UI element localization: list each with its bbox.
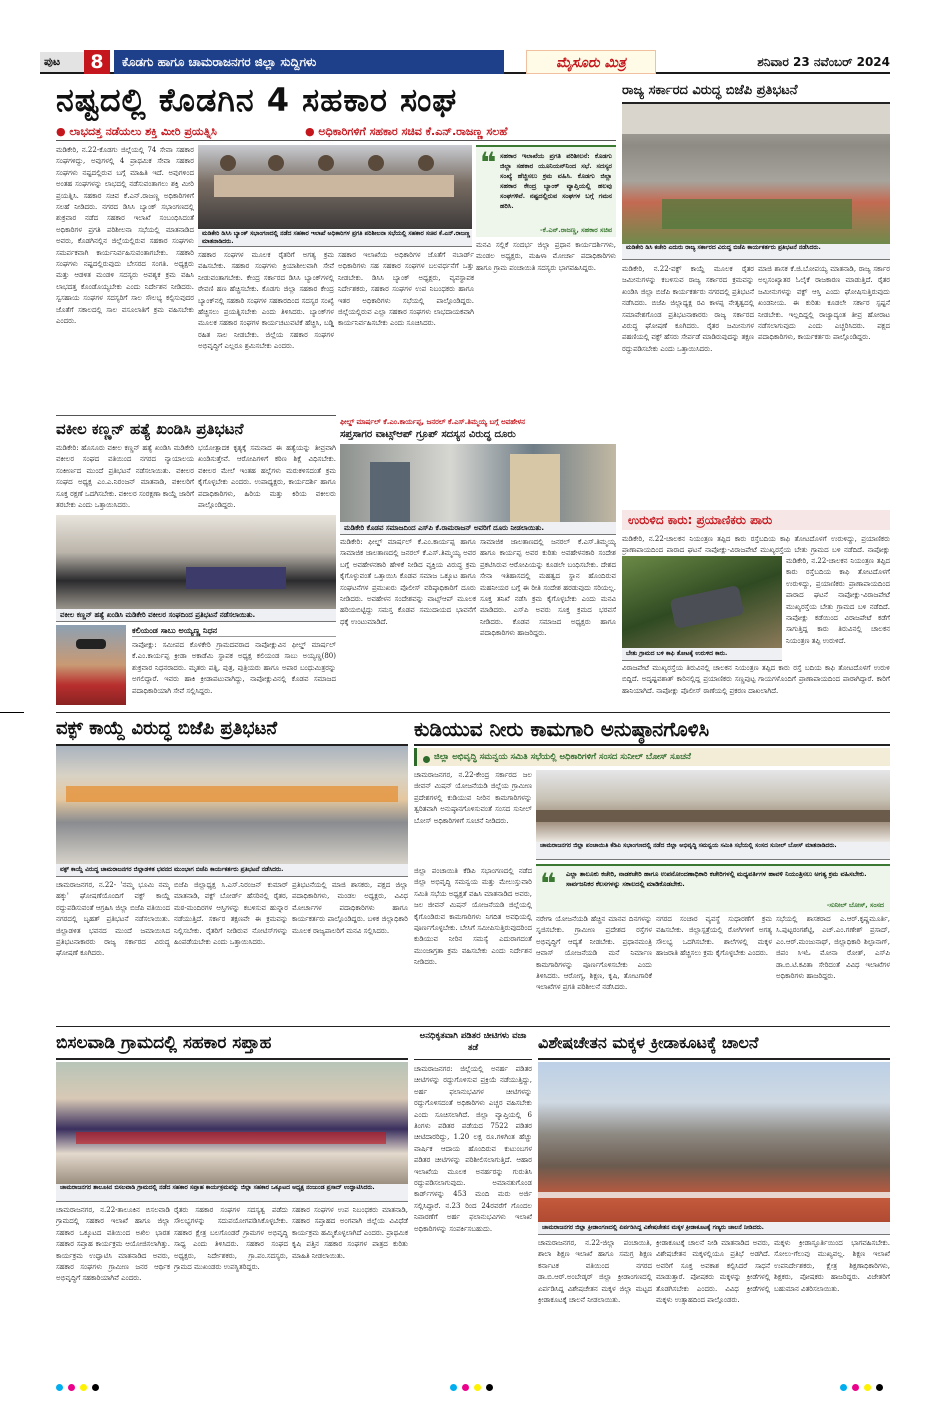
story7-subhead-text: ಜಿಲ್ಲಾ ಅಭಿವೃದ್ಧಿ ಸಮನ್ವಯ ಸಮಿತಿ ಸಭೆಯಲ್ಲಿ ಅಧಿಕಾರಿಗಳಿಗೆ ಸಂಸದ ಸುನೀಲ್ ಬೋಸ್ ಸೂಚನೆ <box>434 752 691 762</box>
story10-body-a: ಚಾಮರಾಜನಗರ, ನ.22-ಜಿಲ್ಲಾ ಪಂಚಾಯಿತಿ, ಶಾಲಾ ಶಿಕ್ಷಣ ಇಲಾಖೆ ಹಾಗೂ ಸಮಗ್ರ ಶಿಕ್ಷಣ ಕರ್ನಾಟಕ ವತಿಯಿಂದ ನಗರದ ಡಾ.ಬಿ.ಆರ್.ಅಂಬೇಡ್ಕರ್ ಜಿಲ್ಲಾ ಕ್ರೀಡಾಂಗಣದಲ್ಲಿ ಏರ್ಪಡಿಸಿದ್ದ ವಿಶೇಷಚೇತನ ಮಕ್ಕಳ ಜಿಲ್ಲಾ ಮಟ್ಟದ ಕ್ರೀಡಾಕೂಟಕ್ಕೆ ಚಾಲನೆ ನೀಡಲಾಯಿತು. <box>538 1239 652 1305</box>
divider <box>56 415 336 416</box>
registration-marks-center <box>450 1376 493 1395</box>
story5-photo <box>622 556 782 648</box>
story4-subhead: ಸಪ್ತಸಾಗರ ವಾಟ್ಸ್‌ಆಪ್ ಗ್ರೂಪ್ ಸದಸ್ಯನ ವಿರುದ್ಧ ದೂರು <box>340 429 516 440</box>
story2-photo <box>622 104 890 244</box>
bullet-icon <box>423 756 430 763</box>
story1-body-b: ಸಹಕಾರ ಸಂಘಗಳ ಮೂಲಕ ರೈತರಿಗೆ ಅಗತ್ಯ ಕ್ರಮ ವಹಿಸಬೇಕು. ಸಹಕಾರ ಸಂಘಗಳು ಕ್ರಿಯಾಶೀಲವಾಗಿ ಸೇವೆ ನೀಡುವಂತಾಗಬೇಕು. ಕೇಂದ್ರ ಸರ್ಕಾರದ ಡಿಸಿಸಿ ಬ್ಯಾಂಕ್‌ಗಳಲ್ಲಿ ಠೇವಣಿ ಹಣ ಹೆಚ್ಚಿಸಬೇಕು. ಕೊಡಗು ಜಿಲ್ಲಾ ಸಹಕಾರ ಕೇಂದ್ರ ಬ್ಯಾಂಕ್‌ನಲ್ಲಿ ಸಹಕಾರಿ ಸಂಘಗಳ ಸಹಕಾರದಿಂದ ಸದಸ್ಯರ ಸಂಖ್ಯೆ ಹೆಚ್ಚಿಸಲು ಪ್ರಯತ್ನಿಸಬೇಕು ಎಂದು ತಿಳಿಸಿದರು. ಬ್ಯಾಂಕ್‌ಗಳ ಮೂಲಕ ಸಹಕಾರ ಸಂಘಗಳ ಕಾರ್ಯಚಟುವಟಿಕೆ ಹೆಚ್ಚಿಸಿ, ಬಡ್ಡಿ ರಹಿತ ಸಾಲ ನೀಡಬೇಕು. ಜಿಲ್ಲೆಯ ಸಹಕಾರ ಸಂಘಗಳ ಅಭಿವೃದ್ಧಿಗೆ ಎಲ್ಲರೂ ಶ್ರಮಿಸಬೇಕು ಎಂದರು. <box>198 251 334 351</box>
story1-photo-caption: ಮಡಿಕೇರಿ ಡಿಸಿಸಿ ಬ್ಯಾಂಕ್ ಸಭಾಂಗಣದಲ್ಲಿ ನಡೆದ ಸಹಕಾರ ಇಲಾಖೆ ಅಧಿಕಾರಿಗಳ ಪ್ರಗತಿ ಪರಿಶೀಲನಾ ಸಭೆಯಲ್ಲಿ ಸಹಕಾರ ಸಚಿವ ಕೆ.ಎನ್.ರಾಜಣ್ಣ ಮಾತನಾಡಿದರು. <box>198 230 472 247</box>
story6-headline: ವಕ್ಫ್ ಕಾಯ್ದೆ ವಿರುದ್ಧ ಬಿಜೆಪಿ ಪ್ರತಿಭಟನೆ <box>56 714 408 746</box>
masthead <box>40 50 890 74</box>
story6-body-a: ಚಾಮರಾಜನಗರ, ನ.22- 'ನಮ್ಮ ಭೂಮಿ ನಮ್ಮ ಹಕ್ಕು' ಘೋಷಣೆಯೊಂದಿಗೆ ವಕ್ಫ್ ಕಾಯ್ದೆ ರದ್ದುಪಡಿಸುವಂತೆ ಆಗ್ರಹಿಸಿ ಜಿಲ್ಲಾ ಬಿಜೆಪಿ ವತಿಯಿಂದ ನಗರದಲ್ಲಿ ಬೃಹತ್ ಪ್ರತಿಭಟನೆ ನಡೆಸಲಾಯಿತು. ಜಿಲ್ಲಾಡಳಿತ ಭವನದ ಮುಂದೆ ಜಮಾಯಿಸಿದ ಪ್ರತಿಭಟನಾಕಾರರು ರಾಜ್ಯ ಸರ್ಕಾರದ ವಿರುದ್ಧ ಘೋಷಣೆ ಕೂಗಿದರು. <box>56 881 170 958</box>
story1-subhead-2: ● ಅಧಿಕಾರಿಗಳಿಗೆ ಸಹಕಾರ ಸಚಿವ ಕೆ.ಎನ್.ರಾಜಣ್ಣ ಸಲಹೆ <box>305 125 508 138</box>
story7-quote: ಎಲ್ಲಾ ತಾಲೂಕು ಕಚೇರಿ, ನಾಡಕಚೇರಿ ಹಾಗೂ ಉಪನೋಂದಣಾಧಿಕಾರಿ ಕಚೇರಿಗಳಲ್ಲಿ ಮಧ್ಯವರ್ತಿಗಳ ಹಾವಳಿ ನಿಯಂತ್ರಿಸಲು ಅಗತ್ಯ ಕ್ರಮ ವಹಿಸಬೇಕು. ಸಾರ್ವಜನಿಕರ ಕೆಲಸಗಳನ್ನು ಸಕಾಲದಲ್ಲಿ ಮಾಡಿಕೊಡಬೇಕು. <box>566 870 867 888</box>
story1-quote: ಸಹಕಾರ ಇಲಾಖೆಯ ಪ್ರಗತಿ ಪರಿಶೀಲನೆ: ಕೊಡಗು ಜಿಲ್ಲಾ ಸಹಕಾರ ಯೂನಿಯನ್‌ನಿಂದ ಸಭೆ. ಸದಸ್ಯರ ಸಂಖ್ಯೆ ಹೆಚ್ಚಿಸಲು ಕ್ರಮ ವಹಿಸಿ. ಕೊಡಗು ಜಿಲ್ಲಾ ಸಹಕಾರ ಕೇಂದ್ರ ಬ್ಯಾಂಕ್ ವ್ಯಾಪ್ತಿಯಲ್ಲಿ ಹಲವು ಸಂಘಗಳಿವೆ. ನಷ್ಟದಲ್ಲಿರುವ ಸಂಘಗಳ ಬಗ್ಗೆ ಗಮನ ಹರಿಸಿ. <box>500 152 612 210</box>
story5-body-b: ವಿರಾಜಪೇಟೆ ಮುಖ್ಯರಸ್ತೆಯ ತಿರುವಿನಲ್ಲಿ ಚಾಲಕನ ನಿಯಂತ್ರಣ ತಪ್ಪಿದ ಕಾರು ರಸ್ತೆ ಬದಿಯ ಕಾಫಿ ತೋಟದೊಳಗೆ ಉರುಳಿ ಬಿದ್ದಿದೆ. ಅದೃಷ್ಟವಶಾತ್ ಕಾರಿನಲ್ಲಿದ್ದ ಪ್ರಯಾಣಿಕರು ಸಣ್ಣಪುಟ್ಟ ಗಾಯಗಳೊಂದಿಗೆ ಪ್ರಾಣಾಪಾಯದಿಂದ ಪಾರಾಗಿದ್ದಾರೆ. ಕಾರಿಗೆ ಹಾನಿಯಾಗಿದೆ. ನಾಪೋಕ್ಲು ಪೊಲೀಸ್ ಠಾಣೆಯಲ್ಲಿ ಪ್ರಕರಣ ದಾಖಲಾಗಿದೆ. <box>622 664 890 695</box>
story2-body-a: ಮಡಿಕೇರಿ, ನ.22-ವಕ್ಫ್ ಕಾಯ್ದೆ ಮೂಲಕ ರೈತರ ಜಮೀನುಗಳನ್ನು ಕಬಳಿಸುವ ರಾಜ್ಯ ಸರ್ಕಾರದ ಕ್ರಮವನ್ನು ಖಂಡಿಸಿ ಜಿಲ್ಲಾ ಬಿಜೆಪಿ ಕಾರ್ಯಕರ್ತರು ನಗರದಲ್ಲಿ ಪ್ರತಿಭಟನೆ ನಡೆಸಿದರು. ಬಿಜೆಪಿ ಜಿಲ್ಲಾಧ್ಯಕ್ಷ ರವಿ ಕಾಳಪ್ಪ ನೇತೃತ್ವದಲ್ಲಿ ಸಮಾವೇಶಗೊಂಡ ಪ್ರತಿಭಟನಾಕಾರರು ರಾಜ್ಯ ಸರ್ಕಾರದ ವಿರುದ್ಧ ಘೋಷಣೆ ಕೂಗಿದರು. ರೈತರ ಜಮೀನುಗಳ ಪಹಣಿಯಲ್ಲಿ ವಕ್ಫ್ ಹೆಸರು ಸೇರ್ಪಡೆ ಮಾಡಿರುವುದನ್ನು ತಕ್ಷಣ ರದ್ದುಪಡಿಸಬೇಕು ಎಂದು ಒತ್ತಾಯಿಸಿದರು. <box>622 265 754 353</box>
story3-body-b: ಭಯೋತ್ಪಾದಕ ಕೃತ್ಯಕ್ಕೆ ಸಮನಾದ ಈ ಹತ್ಯೆಯನ್ನು ತೀವ್ರವಾಗಿ ಖಂಡಿಸುತ್ತೇವೆ. ಆರೋಪಿಗಳಿಗೆ ಕಠಿಣ ಶಿಕ್ಷೆ ವಿಧಿಸಬೇಕು. ವಕೀಲರ ಮೇಲೆ ಇಂತಹ ಹಲ್ಲೆಗಳು ಮರುಕಳಿಸದಂತೆ ಕ್ರಮ ಕೈಗೊಳ್ಳಬೇಕು ಎಂದರು. ಉಪಾಧ್ಯಕ್ಷರು, ಕಾರ್ಯದರ್ಶಿ ಹಾಗೂ ಪದಾಧಿಕಾರಿಗಳು, ಹಿರಿಯ ಮತ್ತು ಕಿರಿಯ ವಕೀಲರು ಪಾಲ್ಗೊಂಡಿದ್ದರು. <box>198 444 336 510</box>
story1-quote-by: -ಕೆ.ಎನ್.ರಾಜಣ್ಣ, ಸಹಕಾರ ಸಚಿವ <box>540 226 612 234</box>
story7-photo <box>536 770 890 842</box>
story7-body-a: ಚಾಮರಾಜನಗರ, ನ.22-ಕೇಂದ್ರ ಸರ್ಕಾರದ ಜಲ ಜೀವನ್ ಮಿಷನ್ ಯೋಜನೆಯಡಿ ಜಿಲ್ಲೆಯ ಗ್ರಾಮೀಣ ಪ್ರದೇಶಗಳಲ್ಲಿ ಕುಡಿಯುವ ನೀರಿನ ಕಾಮಗಾರಿಗಳನ್ನು ತ್ವರಿತವಾಗಿ ಅನುಷ್ಠಾನಗೊಳಿಸುವಂತೆ ಸಂಸದ ಸುನೀಲ್ ಬೋಸ್ ಅಧಿಕಾರಿಗಳಿಗೆ ಸೂಚನೆ ನೀಡಿದರು. <box>414 771 532 825</box>
page-number: 8 <box>84 50 110 74</box>
obituary-body: ನಾಪೋಕ್ಲು: ಸಮೀಪದ ಕೊಳಕೇರಿ ಗ್ರಾಮದವರಾದ ನಾಪೋಕ್ಲುವಿನ ಫೀಲ್ಡ್ ಮಾರ್ಷಲ್ ಕೆ.ಎಂ.ಕಾರ್ಯಪ್ಪ ಕ್ರೀಡಾ ಅಕಾಡೆಮಿ ಸ್ಥಾಪಕ ಅಧ್ಯಕ್ಷ ಕಲಿಯಂಡ ಸಾಬು ಅಯ್ಯಣ್ಣ(80) ಶುಕ್ರವಾರ ನಿಧನರಾದರು. ಮೃತರು ಪತ್ನಿ, ಪುತ್ರ, ಪುತ್ರಿಯರು ಹಾಗೂ ಅಪಾರ ಬಂಧುಮಿತ್ರರನ್ನು ಅಗಲಿದ್ದಾರೆ. ಇವರು ಹಾಕಿ ಕ್ರೀಡಾಪಟುವಾಗಿದ್ದು, ನಾಪೋಕ್ಲುವಿನಲ್ಲಿ ಕೊಡವ ಸಮಾಜದ ಪದಾಧಿಕಾರಿಯಾಗಿ ಸೇವೆ ಸಲ್ಲಿಸಿದ್ದರು. <box>132 641 336 695</box>
story3-body-a: ಮಡಿಕೇರಿ: ಹೊಸೂರು ವಕೀಲ ಕಣ್ಣನ್ ಹತ್ಯೆ ಖಂಡಿಸಿ ಮಡಿಕೇರಿ ವಕೀಲರ ಸಂಘದ ವತಿಯಿಂದ ನಗರದ ನ್ಯಾಯಾಲಯ ಸಂಕೀರ್ಣದ ಮುಂದೆ ಪ್ರತಿಭಟನೆ ನಡೆಸಲಾಯಿತು. ವಕೀಲರ ಸಂಘದ ಅಧ್ಯಕ್ಷ ಎಂ.ಎ.ನಿರಂಜನ್ ಮಾತನಾಡಿ, ವಕೀಲರಿಗೆ ಸೂಕ್ತ ರಕ್ಷಣೆ ಒದಗಿಸಬೇಕು. ವಕೀಲರ ಸಂರಕ್ಷಣಾ ಕಾಯ್ದೆ ಜಾರಿಗೆ ತರಬೇಕು ಎಂದು ಒತ್ತಾಯಿಸಿದರು. <box>56 444 194 510</box>
story8-photo <box>56 1062 408 1184</box>
story1-photo <box>198 145 472 229</box>
obituary-photo <box>56 625 126 705</box>
story7-body-d: ನಗರದ ಸಂಚಾರ ವ್ಯವಸ್ಥೆ ಸುಧಾರಣೆಗೆ ಕ್ರಮ ವಹಿಸಬೇಕು. ಜಿಲ್ಲಾಸ್ಪತ್ರೆಯಲ್ಲಿ ರೋಗಿಗಳಿಗೆ ಅಗತ್ಯ ಸೌಲಭ್ಯ ಒದಗಿಸಬೇಕು. ಶಾಲೆಗಳಲ್ಲಿ ಮಕ್ಕಳ ಹಾಜರಾತಿ ಹೆಚ್ಚಿಸಲು ಕ್ರಮ ಕೈಗೊಳ್ಳಬೇಕು ಎಂದರು. <box>656 915 772 958</box>
obituary-headline: ಕಲಿಯಂಡ ಸಾಬು ಅಯ್ಯಣ್ಣ ನಿಧನ <box>132 626 336 637</box>
story7-body-e-col: ಸಭೆಯಲ್ಲಿ ಶಾಸಕರಾದ ಎ.ಆರ್.ಕೃಷ್ಣಮೂರ್ತಿ, ಸಿ.ಪುಟ್ಟರಂಗಶೆಟ್ಟಿ, ಎಚ್.ಎಂ.ಗಣೇಶ್ ಪ್ರಸಾದ್, ಎಂ.ಆರ್.ಮಂಜುನಾಥ್, ಜಿಲ್ಲಾಧಿಕಾರಿ ಶಿಲ್ಪಾನಾಗ್, ಜಿಪಂ ಸಿಇಓ ಮೋನಾ ರೋತ್, ಎಸ್‌ಪಿ ಡಾ.ಬಿ.ಟಿ.ಕವಿತಾ ಸೇರಿದಂತೆ ವಿವಿಧ ಇಲಾಖೆಗಳ ಅಧಿಕಾರಿಗಳು ಹಾಜರಿದ್ದರು. <box>776 915 890 981</box>
story3-photo <box>56 515 336 609</box>
story5-headline: ಉರುಳಿದ ಕಾರು: ಪ್ರಯಾಣಿಕರು ಪಾರು <box>622 510 890 530</box>
story8-headline: ಬಿಸಲವಾಡಿ ಗ್ರಾಮದಲ್ಲಿ ಸಹಕಾರ ಸಪ್ತಾಹ <box>56 1028 408 1060</box>
story10-photo <box>538 1062 890 1222</box>
crop-mark <box>0 712 24 713</box>
story10-body-b: ಕ್ರೀಡಾಕೂಟಕ್ಕೆ ಚಾಲನೆ ನೀಡಿ ಮಾತನಾಡಿದ ಅವರು, ವಿಶೇಷಚೇತನ ಮಕ್ಕಳಲ್ಲಿಯೂ ಪ್ರತಿಭೆ ಅಡಗಿದೆ. ಅವರಿಗೆ ಸೂಕ್ತ ಅವಕಾಶ ಕಲ್ಪಿಸಿದರೆ ಸಾಧನೆ ಮಾಡುತ್ತಾರೆ. ಪೋಷಕರು ಮಕ್ಕಳನ್ನು ಕ್ರೀಡೆಗಳಲ್ಲಿ ತೊಡಗಿಸಬೇಕು ಎಂದರು. ವಿವಿಧ ಕ್ರೀಡೆಗಳಲ್ಲಿ ಮಕ್ಕಳು ಉತ್ಸಾಹದಿಂದ ಪಾಲ್ಗೊಂಡರು. <box>656 1239 770 1305</box>
quote-mark-icon: ❝ <box>480 146 497 179</box>
story4-photo-caption: ಮಡಿಕೇರಿ ಕೊಡವ ಸಮಾಜದಿಂದ ಎಸ್‌ಪಿ ಕೆ.ರಾಮರಾಜನ್ ಅವರಿಗೆ ದೂರು ನೀಡಲಾಯಿತು. <box>340 522 616 535</box>
story7-body-c: ನರೇಗಾ ಯೋಜನೆಯಡಿ ಹೆಚ್ಚಿನ ಮಾನವ ದಿನಗಳನ್ನು ಸೃಜಿಸಬೇಕು. ಗ್ರಾಮೀಣ ಪ್ರದೇಶದ ರಸ್ತೆಗಳ ಅಭಿವೃದ್ಧಿಗೆ ಆದ್ಯತೆ ನೀಡಬೇಕು. ಪ್ರಧಾನಮಂತ್ರಿ ಆವಾಸ್ ಯೋಜನೆಯಡಿ ಮನೆ ನಿರ್ಮಾಣ ಕಾಮಗಾರಿಗಳನ್ನು ಪೂರ್ಣಗೊಳಿಸಬೇಕು ಎಂದು ತಿಳಿಸಿದರು. ಆರೋಗ್ಯ, ಶಿಕ್ಷಣ, ಕೃಷಿ, ತೋಟಗಾರಿಕೆ ಇಲಾಖೆಗಳ ಪ್ರಗತಿ ಪರಿಶೀಲನೆ ನಡೆಸಿದರು. <box>536 915 652 992</box>
story7-headline: ಕುಡಿಯುವ ನೀರು ಕಾಮಗಾರಿ ಅನುಷ್ಠಾನಗೊಳಿಸಿ <box>414 714 890 746</box>
story5-body-a-cont: ಮಡಿಕೇರಿ, ನ.22-ಚಾಲಕನ ನಿಯಂತ್ರಣ ತಪ್ಪಿದ ಕಾರು ರಸ್ತೆಬದಿಯ ಕಾಫಿ ತೋಟದೊಳಗೆ ಉರುಳಿದ್ದು, ಪ್ರಯಾಣಿಕರು ಪ್ರಾಣಾಪಾಯದಿಂದ ಪಾರಾದ ಘಟನೆ ನಾಪೋಕ್ಲು-ವಿರಾಜಪೇಟೆ ಮುಖ್ಯರಸ್ತೆಯ ಬೇತು ಗ್ರಾಮದ ಬಳಿ ನಡೆದಿದೆ. ನಾಪೋಕ್ಲು ಕಡೆಯಿಂದ ವಿರಾಜಪೇಟೆ ಕಡೆಗೆ ಸಾಗುತ್ತಿದ್ದ ಕಾರು ತಿರುವಿನಲ್ಲಿ ಚಾಲಕನ ನಿಯಂತ್ರಣ ತಪ್ಪಿ ಉರುಳಿದೆ. <box>786 557 890 645</box>
story1-subhead-1: ● ಲಾಭದತ್ತ ನಡೆಯಲು ಶಕ್ತಿ ಮೀರಿ ಪ್ರಯತ್ನಿಸಿ <box>56 125 217 138</box>
story4-body-b: ಸಾಮಾಜಿಕ ಜಾಲತಾಣದಲ್ಲಿ ಜನರಲ್ ಕೆ.ಎಸ್.ತಿಮ್ಮಯ್ಯ ಹಾಗೂ ಕಾರ್ಯಪ್ಪ ಅವರ ಕುರಿತು ಅವಹೇಳನಕಾರಿ ಸಂದೇಶ ಪ್ರಕಟಿಸಿರುವ ಆರೋಪಿಯನ್ನು ಕೂಡಲೇ ಬಂಧಿಸಬೇಕು. ದೇಶದ ಸೇನಾ ಇತಿಹಾಸದಲ್ಲಿ ಮಹತ್ವದ ಸ್ಥಾನ ಹೊಂದಿರುವ ಮಹನೀಯರ ಬಗ್ಗೆ ಈ ರೀತಿ ಸಂದೇಶ ಹರಡುವುದು ಸರಿಯಲ್ಲ. ಸೂಕ್ತ ತನಿಖೆ ನಡೆಸಿ ಕ್ರಮ ಕೈಗೊಳ್ಳಬೇಕು ಎಂದು ಮನವಿ ಮಾಡಿದರು. ಎಸ್‌ಪಿ ಅವರು ಸೂಕ್ತ ಕ್ರಮದ ಭರವಸೆ ನೀಡಿದರು. ಕೊಡವ ಸಮಾಜದ ಅಧ್ಯಕ್ಷರು ಹಾಗೂ ಪದಾಧಿಕಾರಿಗಳು ಹಾಜರಿದ್ದರು. <box>480 538 616 638</box>
story2-photo-caption: ಮಡಿಕೇರಿ ಡಿಸಿ ಕಚೇರಿ ಎದುರು ರಾಜ್ಯ ಸರ್ಕಾರದ ವಿರುದ್ಧ ಬಿಜೆಪಿ ಕಾರ್ಯಕರ್ತರು ಪ್ರತಿಭಟನೆ ನಡೆಸಿದರು. <box>622 244 890 260</box>
story1-body-d: ಮನವಿ ಸಲ್ಲಿಕೆ ಸಂದರ್ಭ ಜಿಲ್ಲಾ ಪ್ರಧಾನ ಕಾರ್ಯದರ್ಶಿಗಳು, ಮಂಡಲ ಅಧ್ಯಕ್ಷರು, ಮಹಿಳಾ ಮೋರ್ಚಾ ಪದಾಧಿಕಾರಿಗಳು ಹಾಗೂ ಗ್ರಾಮ ಪಂಚಾಯಿತಿ ಸದಸ್ಯರು ಭಾಗವಹಿಸಿದ್ದರು. <box>476 241 616 272</box>
story7-quote-box <box>536 864 890 912</box>
story7-body-b: ಜಿಲ್ಲಾ ಪಂಚಾಯಿತಿ ಕೆಡಿಪಿ ಸಭಾಂಗಣದಲ್ಲಿ ನಡೆದ ಜಿಲ್ಲಾ ಅಭಿವೃದ್ಧಿ ಸಮನ್ವಯ ಮತ್ತು ಮೇಲುಸ್ತುವಾರಿ ಸಮಿತಿ ಸಭೆಯ ಅಧ್ಯಕ್ಷತೆ ವಹಿಸಿ ಮಾತನಾಡಿದ ಅವರು, ಜಲ ಜೀವನ್ ಮಿಷನ್ ಯೋಜನೆಯಡಿ ಜಿಲ್ಲೆಯಲ್ಲಿ ಕೈಗೊಂಡಿರುವ ಕಾಮಗಾರಿಗಳು ನಿಗದಿತ ಅವಧಿಯಲ್ಲಿ ಪೂರ್ಣಗೊಳ್ಳಬೇಕು. ಬೇಸಿಗೆ ಸಮೀಪಿಸುತ್ತಿರುವುದರಿಂದ ಕುಡಿಯುವ ನೀರಿನ ಸಮಸ್ಯೆ ಎದುರಾಗದಂತೆ ಮುಂಜಾಗ್ರತಾ ಕ್ರಮ ವಹಿಸಬೇಕು ಎಂದು ನಿರ್ದೇಶನ ನೀಡಿದರು. <box>414 867 532 967</box>
section-divider <box>56 1026 890 1027</box>
page-label: ಪುಟ <box>40 52 100 72</box>
story8-body-a: ಚಾಮರಾಜನಗರ, ನ.22-ತಾಲೂಕಿನ ಬಿಸಲವಾಡಿ ಗ್ರಾಮದಲ್ಲಿ ಸಹಕಾರ ಇಲಾಖೆ ಹಾಗೂ ಜಿಲ್ಲಾ ಸಹಕಾರ ಒಕ್ಕೂಟದ ವತಿಯಿಂದ ಅಖಿಲ ಭಾರತ ಸಹಕಾರ ಸಪ್ತಾಹ ಕಾರ್ಯಕ್ರಮ ಆಯೋಜಿಸಲಾಗಿತ್ತು. ಕಾರ್ಯಕ್ರಮ ಉದ್ಘಾಟಿಸಿ ಮಾತನಾಡಿದ ಅವರು, ಸಹಕಾರ ಸಂಘಗಳು ಗ್ರಾಮೀಣ ಜನರ ಆರ್ಥಿಕ ಅಭಿವೃದ್ಧಿಗೆ ಸಹಕಾರಿಯಾಗಿವೆ ಎಂದರು. <box>56 1206 170 1283</box>
story9-headline: ಅನಧಿಕೃತವಾಗಿ ಪಡಿತರ ಚೀಟಿಗಳು ವಜಾ ತಡೆ <box>414 1030 532 1060</box>
story4-body-a: ಮಡಿಕೇರಿ: ಫೀಲ್ಡ್ ಮಾರ್ಷಲ್ ಕೆ.ಎಂ.ಕಾರ್ಯಪ್ಪ ಹಾಗೂ ಸಾಮಾಜಿಕ ಜಾಲತಾಣದಲ್ಲಿ ಜನರಲ್ ಕೆ.ಎಸ್.ತಿಮ್ಮಯ್ಯ ಅವರ ಬಗ್ಗೆ ಅವಹೇಳನಕಾರಿ ಹೇಳಿಕೆ ನೀಡಿದ ವ್ಯಕ್ತಿಯ ವಿರುದ್ಧ ಕ್ರಮ ಕೈಗೊಳ್ಳುವಂತೆ ಒತ್ತಾಯಿಸಿ ಕೊಡವ ಸಮಾಜ ಒಕ್ಕೂಟ ಹಾಗೂ ಸಂಘಟನೆಗಳ ಪ್ರಮುಖರು ಪೊಲೀಸ್ ವರಿಷ್ಠಾಧಿಕಾರಿಗೆ ದೂರು ನೀಡಿದರು. ಅವಹೇಳನ ಸಂದೇಶವನ್ನು ವಾಟ್ಸ್‌ಆಪ್ ಮೂಲಕ ಹರಿಯಬಿಟ್ಟಿದ್ದು ಸಮಸ್ತ ಕೊಡವ ಸಮುದಾಯದ ಭಾವನೆಗೆ ಧಕ್ಕೆ ಉಂಟುಮಾಡಿದೆ. <box>340 538 476 626</box>
divider <box>56 140 616 141</box>
story2-body-b: ಮಾಜಿ ಶಾಸಕ ಕೆ.ಜಿ.ಬೋಪಯ್ಯ ಮಾತನಾಡಿ, ರಾಜ್ಯ ಸರ್ಕಾರ ಅಲ್ಪಸಂಖ್ಯಾತರ ಓಲೈಕೆ ರಾಜಕಾರಣ ಮಾಡುತ್ತಿದೆ. ರೈತರ ಜಮೀನುಗಳನ್ನು ವಕ್ಫ್ ಆಸ್ತಿ ಎಂದು ಘೋಷಿಸುತ್ತಿರುವುದು ಖಂಡನೀಯ. ಈ ಕುರಿತು ಕೂಡಲೇ ಸರ್ಕಾರ ಸ್ಪಷ್ಟನೆ ನೀಡಬೇಕು. ಇಲ್ಲದಿದ್ದಲ್ಲಿ ರಾಜ್ಯಾದ್ಯಂತ ತೀವ್ರ ಹೋರಾಟ ನಡೆಸಲಾಗುವುದು ಎಂದು ಎಚ್ಚರಿಸಿದರು. ಪಕ್ಷದ ಪದಾಧಿಕಾರಿಗಳು, ಕಾರ್ಯಕರ್ತರು ಪಾಲ್ಗೊಂಡಿದ್ದರು. <box>758 265 890 342</box>
quote-mark-icon: ❝ <box>540 867 557 900</box>
story7-quote-by: -ಸುನೀಲ್ ಬೋಸ್, ಸಂಸದ <box>826 901 884 909</box>
story3-photo-caption: ವಕೀಲ ಕಣ್ಣನ್ ಹತ್ಯೆ ಖಂಡಿಸಿ ಮಡಿಕೇರಿ ವಕೀಲರ ಸಂಘದಿಂದ ಪ್ರತಿಭಟನೆ ನಡೆಸಲಾಯಿತು. <box>56 609 336 622</box>
story8-body-b: ರೈತರು ಸಹಕಾರ ಸಂಘಗಳ ಸದಸ್ಯತ್ವ ಪಡೆದು ಸೌಲಭ್ಯಗಳನ್ನು ಸದುಪಯೋಗಪಡಿಸಿಕೊಳ್ಳಬೇಕು. ಸಹಕಾರ ಕ್ಷೇತ್ರ ಬಲಗೊಂಡರೆ ಗ್ರಾಮಗಳ ಅಭಿವೃದ್ಧಿ ಸಾಧ್ಯ ಎಂದು ತಿಳಿಸಿದರು. ಸಹಕಾರ ಸಂಘದ ಅಧ್ಯಕ್ಷರು, ನಿರ್ದೇಶಕರು, ಗ್ರಾ.ಪಂ.ಸದಸ್ಯರು, ಗ್ರಾಮದ ಮುಖಂಡರು ಉಪಸ್ಥಿತರಿದ್ದರು. <box>174 1206 288 1272</box>
story1-headline: ನಷ್ಟದಲ್ಲಿ ಕೊಡಗಿನ 4 ಸಹಕಾರ ಸಂಘ <box>56 81 458 119</box>
story4-photo <box>340 444 616 522</box>
section-divider <box>56 712 890 713</box>
story8-photo-caption: ಚಾಮರಾಜನಗರ ತಾಲೂಕಿನ ಬಿಸಲವಾಡಿ ಗ್ರಾಮದಲ್ಲಿ ನಡೆದ ಸಹಕಾರ ಸಪ್ತಾಹ ಕಾರ್ಯಕ್ರಮವನ್ನು ಜಿಲ್ಲಾ ಸಹಕಾರ ಒಕ್ಕೂಟದ ಅಧ್ಯಕ್ಷ ನಂಜುಂಡ ಪ್ರಸಾದ್ ಉದ್ಘಾಟಿಸಿದರು. <box>56 1184 408 1202</box>
story7-photo-caption: ಚಾಮರಾಜನಗರ ಜಿಲ್ಲಾ ಪಂಚಾಯಿತಿ ಕೆಡಿಪಿ ಸಭಾಂಗಣದಲ್ಲಿ ನಡೆದ ಜಿಲ್ಲಾ ಅಭಿವೃದ್ಧಿ ಸಮನ್ವಯ ಸಮಿತಿ ಸಭೆಯಲ್ಲಿ ಸಂಸದ ಸುನೀಲ್ ಬೋಸ್ ಮಾತನಾಡಿದರು. <box>536 842 890 860</box>
story8-body-c: ಸಹಕಾರ ಸಂಘಗಳ ಉಪ ನಿಬಂಧಕರು ಮಾತನಾಡಿ, ಸಹಕಾರ ಸಪ್ತಾಹದ ಅಂಗವಾಗಿ ಜಿಲ್ಲೆಯ ವಿವಿಧೆಡೆ ಕಾರ್ಯಕ್ರಮ ಹಮ್ಮಿಕೊಳ್ಳಲಾಗಿದೆ ಎಂದರು. ಪ್ರಾಥಮಿಕ ಕೃಷಿ ಪತ್ತಿನ ಸಹಕಾರ ಸಂಘಗಳ ಪಾತ್ರದ ಕುರಿತು ಮಾಹಿತಿ ನೀಡಲಾಯಿತು. <box>292 1206 408 1260</box>
section-title: ಕೊಡಗು ಹಾಗೂ ಚಾಮರಾಜನಗರ ಜಿಲ್ಲಾ ಸುದ್ದಿಗಳು <box>114 50 504 74</box>
story1-body-a: ಮಡಿಕೇರಿ, ನ.22-ಕೊಡಗು ಜಿಲ್ಲೆಯಲ್ಲಿ 74 ಸೇವಾ ಸಹಕಾರ ಸಂಘಗಳಿದ್ದು, ಅವುಗಳಲ್ಲಿ 4 ಪ್ರಾಥಮಿಕ ಸೇವಾ ಸಹಕಾರ ಸಂಘಗಳು ನಷ್ಟದಲ್ಲಿರುವ ಬಗ್ಗೆ ಮಾಹಿತಿ ಇದೆ. ಅವುಗಳಿಂದ ಅಂತಹ ಸಂಘಗಳನ್ನು ಲಾಭದಲ್ಲಿ ನಡೆಸುವಂತಾಗಲು ಶಕ್ತಿ ಮೀರಿ ಪ್ರಯತ್ನಿಸಿ. ಸಹಕಾರ ಸಚಿವ ಕೆ.ಎನ್.ರಾಜಣ್ಣ ಅಧಿಕಾರಿಗಳಿಗೆ ಸಲಹೆ ನೀಡಿದರು. ನಗರದ ಡಿಸಿಸಿ ಬ್ಯಾಂಕ್ ಸಭಾಂಗಣದಲ್ಲಿ ಶುಕ್ರವಾರ ನಡೆದ ಸಹಕಾರ ಇಲಾಖೆ ಸಂಬಂಧಿಸಿದಂತೆ ಅಧಿಕಾರಿಗಳ ಪ್ರಗತಿ ಪರಿಶೀಲನಾ ಸಭೆಯಲ್ಲಿ ಮಾತನಾಡಿದ ಅವರು, ಕೊಡಗಿನಲ್ಲಿನ ಜಿಲ್ಲೆಯಲ್ಲಿರುವ ಸಹಕಾರ ಸಂಘಗಳು ಸಮರ್ಪಕವಾಗಿ ಕಾರ್ಯನಿರ್ವಹಿಸುವಂತಾಗಬೇಕು. ಸಹಕಾರಿ ಸಂಘಗಳು ನಷ್ಟದಲ್ಲಿರುವುದು ಬೇಸರದ ಸಂಗತಿ. ಅಧ್ಯಕ್ಷರು ಮತ್ತು ಆಡಳಿತ ಮಂಡಳಿ ಸದಸ್ಯರು ಅವಶ್ಯಕ ಕ್ರಮ ವಹಿಸಿ ಲಾಭದತ್ತ ಕೊಂಡೊಯ್ಯಬೇಕು ಎಂದು ನಿರ್ದೇಶನ ನೀಡಿದರು. ಸ್ವಸಹಾಯ ಸಂಘಗಳ ಸದಸ್ಯರಿಗೆ ಸಾಲ ಸೌಲಭ್ಯ ಕಲ್ಪಿಸುವುದರ ಜೊತೆಗೆ ಸಕಾಲದಲ್ಲಿ ಸಾಲ ವಸೂಲಾತಿಗೆ ಕ್ರಮ ವಹಿಸಬೇಕು ಎಂದರು. <box>56 146 194 326</box>
issue-date: ಶನಿವಾರ 23 ನವೆಂಬರ್ 2024 <box>757 55 890 69</box>
story6-photo <box>56 746 408 864</box>
story7-subhead <box>414 748 890 766</box>
story4-headline: ಫೀಲ್ಡ್ ಮಾರ್ಷಲ್ ಕೆ.ಎಂ.ಕಾರ್ಯಪ್ಪ, ಜನರಲ್ ಕೆ.ಎಸ್.ತಿಮ್ಮಯ್ಯ ಬಗ್ಗೆ ಅವಹೇಳನ <box>340 418 526 426</box>
registration-marks-right <box>840 1376 883 1395</box>
newspaper-brand: ಮೈಸೂರು ಮಿತ್ರ <box>526 50 656 74</box>
story10-headline: ವಿಶೇಷಚೇತನ ಮಕ್ಕಳ ಕ್ರೀಡಾಕೂಟಕ್ಕೆ ಚಾಲನೆ <box>538 1028 890 1060</box>
registration-marks-left <box>56 1376 99 1395</box>
story5-photo-caption: ಬೇತು ಗ್ರಾಮದ ಬಳಿ ಕಾಫಿ ತೋಟಕ್ಕೆ ಉರುಳಿದ ಕಾರು. <box>622 648 782 661</box>
story1-quote-box <box>476 145 616 237</box>
story5-body-a: ಮಡಿಕೇರಿ, ನ.22-ಚಾಲಕನ ನಿಯಂತ್ರಣ ತಪ್ಪಿದ ಕಾರು ರಸ್ತೆಬದಿಯ ಕಾಫಿ ತೋಟದೊಳಗೆ ಉರುಳಿದ್ದು, ಪ್ರಯಾಣಿಕರು ಪ್ರಾಣಾಪಾಯದಿಂದ ಪಾರಾದ ಘಟನೆ ನಾಪೋಕ್ಲು-ವಿರಾಜಪೇಟೆ ಮುಖ್ಯರಸ್ತೆಯ ಬೇತು ಗ್ರಾಮದ ಬಳಿ ನಡೆದಿದೆ. ನಾಪೋಕ್ಲು <box>622 535 890 555</box>
story6-body-b: ಬಿಜೆಪಿ ಜಿಲ್ಲಾಧ್ಯಕ್ಷ ಸಿ.ಎಸ್.ನಿರಂಜನ್ ಕುಮಾರ್ ಮಾತನಾಡಿ, ವಕ್ಫ್ ಬೋರ್ಡ್ ಹೆಸರಿನಲ್ಲಿ ರೈತರ, ಮಠ-ಮಂದಿರಗಳ ಆಸ್ತಿಗಳನ್ನು ಕಬಳಿಸುವ ಹುನ್ನಾರ ನಡೆಯುತ್ತಿದೆ. ಸರ್ಕಾರ ತಕ್ಷಣವೇ ಈ ಕ್ರಮವನ್ನು ನಿಲ್ಲಿಸಬೇಕು. ರೈತರಿಗೆ ನೀಡಿರುವ ನೋಟಿಸ್‌ಗಳನ್ನು ಹಿಂಪಡೆಯಬೇಕು ಎಂದು ಒತ್ತಾಯಿಸಿದರು. <box>174 881 288 947</box>
story9-body: ಚಾಮರಾಜನಗರ: ಜಿಲ್ಲೆಯಲ್ಲಿ ಅನರ್ಹ ಪಡಿತರ ಚೀಟಿಗಳನ್ನು ರದ್ದುಗೊಳಿಸುವ ಪ್ರಕ್ರಿಯೆ ನಡೆಯುತ್ತಿದ್ದು, ಅರ್ಹ ಫಲಾನುಭವಿಗಳ ಚೀಟಿಗಳನ್ನು ರದ್ದುಗೊಳಿಸದಂತೆ ಅಧಿಕಾರಿಗಳು ಎಚ್ಚರ ವಹಿಸಬೇಕು ಎಂದು ಸೂಚಿಸಲಾಗಿದೆ. ಜಿಲ್ಲಾ ವ್ಯಾಪ್ತಿಯಲ್ಲಿ 6 ತಿಂಗಳು ಪಡಿತರ ಪಡೆಯದ 7522 ಪಡಿತರ ಚೀಟಿದಾರರಿದ್ದು, 1.20 ಲಕ್ಷ ರೂ.ಗಳಿಗಿಂತ ಹೆಚ್ಚು ವಾರ್ಷಿಕ ಆದಾಯ ಹೊಂದಿರುವ ಕುಟುಂಬಗಳ ಪಡಿತರ ಚೀಟಿಗಳನ್ನು ಪರಿಶೀಲಿಸಲಾಗುತ್ತಿದೆ. ಆಹಾರ ಇಲಾಖೆಯ ಮೂಲಕ ಅನರ್ಹರನ್ನು ಗುರುತಿಸಿ ರದ್ದುಪಡಿಸಲಾಗುವುದು. ಅಮಾನತುಗೊಂಡ ಕಾರ್ಡ್‌ಗಳನ್ನು 453 ಮಂದಿ ಮರು ಅರ್ಜಿ ಸಲ್ಲಿಸಿದ್ದಾರೆ. ನ.23 ರಿಂದ 24ರವರೆಗೆ ಗೊಂದಲ ನಿವಾರಣೆಗೆ ಅರ್ಹ ಫಲಾನುಭವಿಗಳು ಇಲಾಖೆ ಅಧಿಕಾರಿಗಳನ್ನು ಸಂಪರ್ಕಿಸಬಹುದು. <box>414 1065 532 1233</box>
story10-body-c: ಮಕ್ಕಳು ಕ್ರೀಡಾಸ್ಫೂರ್ತಿಯಿಂದ ಭಾಗವಹಿಸಬೇಕು. ಸೋಲು-ಗೆಲುವು ಮುಖ್ಯವಲ್ಲ. ಶಿಕ್ಷಣ ಇಲಾಖೆ ಉಪನಿರ್ದೇಶಕರು, ಕ್ಷೇತ್ರ ಶಿಕ್ಷಣಾಧಿಕಾರಿಗಳು, ಶಿಕ್ಷಕರು, ಪೋಷಕರು ಹಾಜರಿದ್ದರು. ವಿಜೇತರಿಗೆ ಬಹುಮಾನ ವಿತರಿಸಲಾಯಿತು. <box>774 1239 890 1293</box>
story10-photo-caption: ಚಾಮರಾಜನಗರ ಜಿಲ್ಲಾ ಕ್ರೀಡಾಂಗಣದಲ್ಲಿ ಏರ್ಪಡಿಸಿದ್ದ ವಿಶೇಷಚೇತನ ಮಕ್ಕಳ ಕ್ರೀಡಾಕೂಟಕ್ಕೆ ಗಣ್ಯರು ಚಾಲನೆ ನೀಡಿದರು. <box>538 1222 890 1235</box>
story6-body-c: ಪ್ರತಿಭಟನೆಯಲ್ಲಿ ಮಾಜಿ ಶಾಸಕರು, ಪಕ್ಷದ ಜಿಲ್ಲಾ ಪದಾಧಿಕಾರಿಗಳು, ಮಂಡಲ ಅಧ್ಯಕ್ಷರು, ವಿವಿಧ ಮೋರ್ಚಾಗಳ ಪದಾಧಿಕಾರಿಗಳು ಹಾಗೂ ಕಾರ್ಯಕರ್ತರು ಪಾಲ್ಗೊಂಡಿದ್ದರು. ಬಳಿಕ ಜಿಲ್ಲಾಧಿಕಾರಿ ಮೂಲಕ ರಾಜ್ಯಪಾಲರಿಗೆ ಮನವಿ ಸಲ್ಲಿಸಿದರು. <box>292 881 408 935</box>
story6-photo-caption: ವಕ್ಫ್ ಕಾಯ್ದೆ ವಿರುದ್ಧ ಚಾಮರಾಜನಗರ ಜಿಲ್ಲಾಡಳಿತ ಭವನದ ಮುಂಭಾಗ ಬಿಜೆಪಿ ಕಾರ್ಯಕರ್ತರು ಪ್ರತಿಭಟನೆ ನಡೆಸಿದರು. <box>56 864 408 877</box>
story1-body-c: ಸಹಕಾರ ಇಲಾಖೆಯ ಅಧಿಕಾರಿಗಳ ಜೊತೆಗೆ ನಬಾರ್ಡ್ ಅಧಿಕಾರಿಗಳು ಸಹ ಸಹಕಾರ ಸಂಘಗಳ ಬಲವರ್ಧನೆಗೆ ಒತ್ತು ನೀಡಬೇಕು. ಡಿಸಿಸಿ ಬ್ಯಾಂಕ್ ಅಧ್ಯಕ್ಷರು, ವ್ಯವಸ್ಥಾಪಕ ನಿರ್ದೇಶಕರು, ಸಹಕಾರ ಸಂಘಗಳ ಉಪ ನಿಬಂಧಕರು ಹಾಗೂ ಇತರ ಅಧಿಕಾರಿಗಳು ಸಭೆಯಲ್ಲಿ ಪಾಲ್ಗೊಂಡಿದ್ದರು. ಜಿಲ್ಲೆಯಲ್ಲಿರುವ ಎಲ್ಲಾ ಸಹಕಾರ ಸಂಘಗಳು ಲಾಭದಾಯಕವಾಗಿ ಕಾರ್ಯನಿರ್ವಹಿಸಬೇಕು ಎಂದು ಸೂಚಿಸಿದರು. <box>338 251 474 328</box>
story3-headline: ವಕೀಲ ಕಣ್ಣನ್ ಹತ್ಯೆ ಖಂಡಿಸಿ ಪ್ರತಿಭಟನೆ <box>56 420 244 438</box>
story2-headline: ರಾಜ್ಯ ಸರ್ಕಾರದ ವಿರುದ್ಧ ಬಿಜೆಪಿ ಪ್ರತಿಭಟನೆ <box>622 80 890 104</box>
